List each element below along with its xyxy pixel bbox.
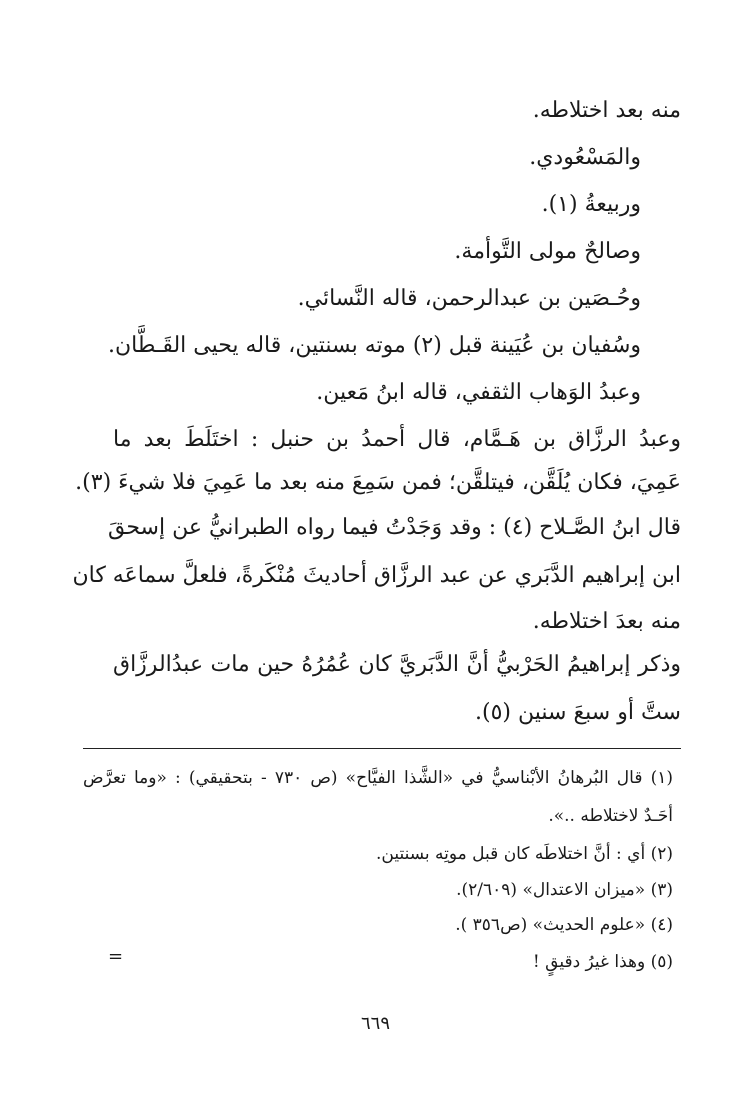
body-line-3: وربيعةُ (١). (541, 192, 641, 217)
footnote-4: (٤) «علوم الحديث» (ص٣٥٦ ). (455, 915, 673, 935)
footnote-3: (٣) «ميزان الاعتدال» (٢/٦٠٩). (456, 880, 673, 900)
body-line-4: وصالحٌ مولى التَّوأمة. (454, 239, 641, 264)
body-line-8: وعبدُ الرزَّاق بن هَـمَّام، قال أحمدُ بن حنبل : اختَلَطَ بعد ما (113, 427, 681, 452)
body-line-7: وعبدُ الوَهاب الثقفي، قاله ابنُ مَعين. (316, 380, 641, 405)
body-line-5: وحُـصَين بن عبدالرحمن، قاله النَّسائي. (297, 286, 641, 311)
body-line-6: وسُفيان بن عُيَينة قبل (٢) موته بسنتين، قاله يحيى القَـطَّان. (107, 333, 641, 358)
footnote-1-continuation: أحَـدٌ لاختلاطه ..». (548, 806, 673, 826)
body-line-9: عَمِيَ، فكان يُلَقَّن، فيتلقَّن؛ فمن سَمِعَ منه بعد ما عَمِيَ فلا شيءَ (٣). (75, 470, 681, 495)
footnote-2: (٢) أي : أنَّ اختلاطَه كان قبل موتِه بسنتين. (375, 844, 673, 864)
body-line-10: قال ابنُ الصَّـلاح (٤) : وقد وَجَدْتُ فيما رواه الطبرانيُّ عن إسحقَ (107, 515, 681, 540)
continuation-mark: = (108, 946, 124, 967)
page-number: ٦٦٩ (360, 1013, 390, 1034)
body-line-12: منه بعدَ اختلاطه. (532, 609, 681, 634)
body-line-11: ابن إبراهيم الدَّبَري عن عبد الرزَّاق أحاديثَ مُنْكَرةً، فلعلَّ سماعَه كان (72, 563, 681, 588)
body-line-2: والمَسْعُودي. (529, 145, 641, 170)
body-line-13: وذكر إبراهيمُ الحَرْبيُّ أنَّ الدَّبَريَّ كان عُمُرُهُ حين مات عبدُالرزَّاق (113, 652, 681, 677)
body-line-14: ستَّ أو سبعَ سنين (٥). (475, 700, 681, 725)
footnote-5: (٥) وهذا غيرُ دقيقٍ ! (532, 952, 673, 972)
body-line-1: منه بعد اختلاطه. (532, 98, 681, 123)
footnote-separator (83, 748, 681, 749)
footnote-1: (١) قال البُرهانُ الأبْناسيُّ في «الشَّذا الفيَّاح» (ص ٧٣٠ - بتحقيقي) : «وما تعرَّض (83, 768, 674, 788)
